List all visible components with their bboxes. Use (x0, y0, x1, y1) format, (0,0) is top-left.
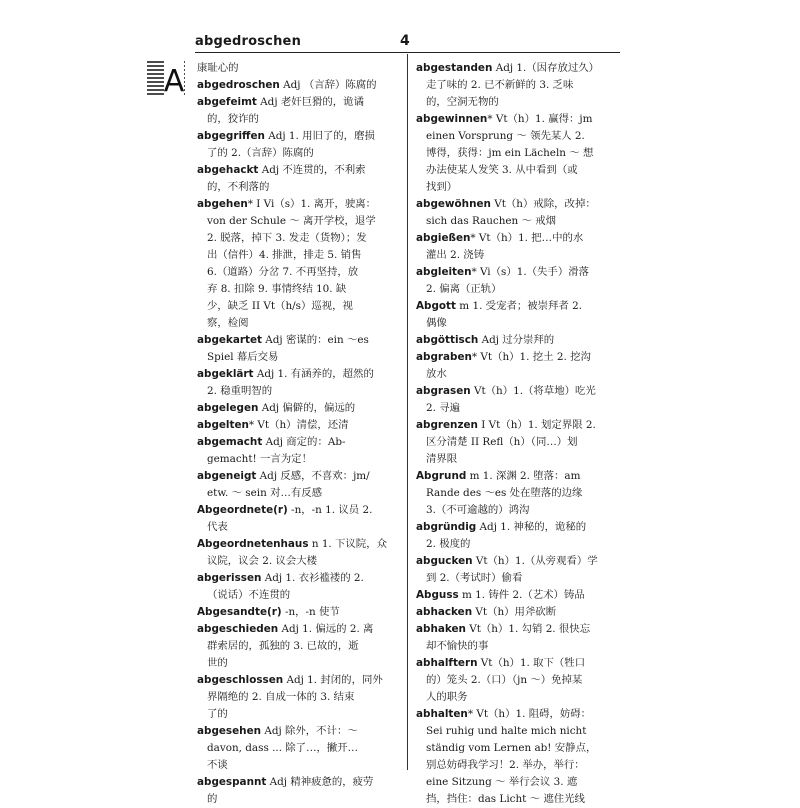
entry-line (416, 757, 621, 774)
entry-text: * Vt（h）清偿，还清 (248, 419, 349, 431)
left-column (197, 60, 402, 808)
entry-line (416, 230, 621, 247)
entry-text: Rande des ～es 处在堕落的边缘 (426, 487, 583, 499)
entry-text: Adj 1. 神秘的，诡秘的 (476, 521, 587, 533)
entry-line (197, 468, 402, 485)
entry-line (197, 774, 402, 791)
entry-text: Vt（h）1. 勾销 2. 很快忘 (465, 623, 591, 635)
entry-line (416, 604, 621, 621)
entry-headword: abgeschlossen (197, 674, 284, 686)
entry-line (416, 247, 621, 264)
entry-text: -n，-n 使节 (281, 606, 340, 618)
entry-line (416, 298, 621, 315)
entry-text: 人的职务 (426, 691, 468, 703)
entry-line (416, 383, 621, 400)
entry-text: Adj 过分崇拜的 (478, 334, 555, 346)
entry-text: * Vi（s）1.（失手）滑落 (471, 266, 589, 278)
entry-headword: Abgeordnete(r) (197, 504, 288, 516)
entry-headword: abgleiten (416, 266, 472, 278)
entry-text: 6.（道路）分岔 7. 不再坚持，放 (207, 266, 359, 278)
entry-line (197, 332, 402, 349)
entry-line (416, 740, 621, 757)
entry-headword: abgeklärt (197, 368, 254, 380)
entry-line (197, 60, 402, 77)
entry-text: n 1. 下议院，众 (308, 538, 387, 550)
entry-text: -n，-n 1. 议员 2. (287, 504, 373, 516)
entry-text: von der Schule ～ 离开学校，退学 (207, 215, 376, 227)
entry-text: 了的 2.（言辞）陈腐的 (207, 147, 314, 159)
entry-line (416, 434, 621, 451)
entry-text: 议院，议会 2. 议会大楼 (207, 555, 318, 567)
entry-line (197, 417, 402, 434)
entry-text: Adj 除外，不计：～ (261, 725, 358, 737)
entry-line (197, 638, 402, 655)
dictionary-entry (197, 162, 402, 196)
dictionary-entry (416, 264, 621, 298)
entry-line (197, 502, 402, 519)
entry-line (197, 145, 402, 162)
entry-line (197, 94, 402, 111)
dictionary-entry (416, 230, 621, 264)
entry-text: 世的 (207, 657, 228, 669)
entry-text: davon, dass ... 除了…，撇开… (207, 742, 359, 754)
entry-headword: Abgrund (416, 470, 467, 482)
entry-text: 少，缺乏 II Vt（h/s）巡视，视 (207, 300, 353, 312)
thumb-letter: A (163, 64, 185, 98)
dictionary-entry (197, 604, 402, 621)
entry-headword: abgespannt (197, 776, 267, 788)
entry-line (197, 400, 402, 417)
entry-text: 的，不利落的 (207, 181, 270, 193)
dictionary-entry (197, 332, 402, 366)
entry-headword: abgewinnen (416, 113, 488, 125)
dictionary-entry (416, 349, 621, 383)
entry-text: 3.（不可逾越的）鸿沟 (426, 504, 530, 516)
entry-line (197, 383, 402, 400)
entry-line (197, 162, 402, 179)
entry-headword: abgucken (416, 555, 473, 567)
entry-text: Vt（h）1.（从旁观看）学 (472, 555, 598, 567)
entry-line (416, 213, 621, 230)
entry-text: ständig vom Lernen ab! 安静点， (426, 742, 597, 754)
entry-line (416, 417, 621, 434)
entry-text: 到 2.（考试时）偷看 (426, 572, 523, 584)
entry-text: I Vt（h）1. 划定界限 2. (477, 419, 596, 431)
dictionary-entry (416, 417, 621, 468)
entry-headword: abhalftern (416, 657, 478, 669)
entry-line (197, 298, 402, 315)
entry-text: 康耻心的 (197, 62, 239, 74)
running-head-word: abgedroschen (195, 34, 302, 49)
entry-headword: abgegriffen (197, 130, 265, 142)
entry-text: * Vt（h）1. 阻碍，妨碍： (467, 708, 592, 720)
dictionary-entry (197, 366, 402, 400)
entry-line (416, 468, 621, 485)
dictionary-entry (416, 553, 621, 587)
entry-headword: abgeneigt (197, 470, 257, 482)
entry-text: Adj 商定的：Ab- (262, 436, 346, 448)
entry-headword: abgefeimt (197, 96, 257, 108)
dictionary-entry (197, 570, 402, 604)
entry-text: 清界限 (426, 453, 458, 465)
entry-text: 灌出 2. 浇铸 (426, 249, 485, 261)
entry-line (416, 536, 621, 553)
dictionary-entry (197, 77, 402, 94)
entry-text: m 1. 铸件 2.（艺术）铸品 (458, 589, 585, 601)
entry-text: Adj 1. 封闭的，同外 (283, 674, 383, 686)
entry-text: Adj 不连贯的，不利索 (258, 164, 366, 176)
entry-text: * Vt（h）1. 赢得：jm (487, 113, 593, 125)
entry-text: 的，狡诈的 (207, 113, 259, 125)
entry-line (197, 519, 402, 536)
entry-text: sich das Rauchen ～ 戒烟 (426, 215, 557, 227)
entry-headword: abgehackt (197, 164, 259, 176)
entry-headword: abgrasen (416, 385, 471, 397)
dictionary-entry (416, 706, 621, 808)
entry-line (197, 621, 402, 638)
header-rule (195, 52, 620, 53)
dictionary-entry (197, 417, 402, 434)
entry-headword: abgewöhnen (416, 198, 491, 210)
entry-text: Vt（h）1. 取下（牲口 (477, 657, 586, 669)
entry-line (416, 196, 621, 213)
entry-headword: abgießen (416, 232, 471, 244)
entry-text: Adj （言辞）陈腐的 (279, 79, 377, 91)
entry-headword: abgedroschen (197, 79, 280, 91)
entry-line (197, 723, 402, 740)
entry-line (197, 196, 402, 213)
entry-line (416, 689, 621, 706)
entry-text: Adj 1.（因存放过久） (492, 62, 600, 74)
entry-text: 却不愉快的事 (426, 640, 489, 652)
entry-line (197, 281, 402, 298)
entry-line (416, 655, 621, 672)
entry-line (416, 451, 621, 468)
entry-text: 的 (207, 793, 218, 805)
entry-line (197, 672, 402, 689)
dictionary-entry (197, 468, 402, 502)
entry-line (197, 213, 402, 230)
entry-line (197, 740, 402, 757)
entry-text: 别总妨碍我学习！2. 举办，举行： (426, 759, 585, 771)
entry-text: 偶像 (426, 317, 447, 329)
entry-line (197, 349, 402, 366)
entry-line (416, 111, 621, 128)
entry-text: 找到） (426, 181, 458, 193)
entry-text: 走了味的 2. 已不新鲜的 3. 乏味 (426, 79, 574, 91)
entry-text: 2. 稳重明智的 (207, 385, 273, 397)
entry-line (416, 621, 621, 638)
entry-line (416, 349, 621, 366)
entry-text: * Vt（h）1. 挖土 2. 挖沟 (471, 351, 591, 363)
entry-text: 挡，挡住：das Licht ～ 遮住光线 (426, 793, 585, 805)
dictionary-entry (197, 94, 402, 128)
entry-headword: Abguss (416, 589, 459, 601)
entry-text: 了的 (207, 708, 228, 720)
entry-headword: Abgeordnetenhaus (197, 538, 309, 550)
dictionary-entry (197, 723, 402, 774)
entry-text: Vt（h）戒除，改掉： (490, 198, 596, 210)
entry-line (197, 128, 402, 145)
entry-headword: abgeschieden (197, 623, 279, 635)
entry-line (197, 655, 402, 672)
entry-line (197, 247, 402, 264)
entry-line (416, 570, 621, 587)
entry-line (197, 77, 402, 94)
entry-line (416, 638, 621, 655)
entry-text: m 1. 受宠者；被崇拜者 2. (456, 300, 583, 312)
dictionary-entry (197, 536, 402, 570)
entry-line (197, 706, 402, 723)
entry-line (197, 434, 402, 451)
dictionary-entry (197, 621, 402, 672)
entry-line (416, 60, 621, 77)
dictionary-entry (197, 400, 402, 417)
entry-text: 放水 (426, 368, 447, 380)
entry-headword: Abgesandte(r) (197, 606, 282, 618)
entry-line (416, 162, 621, 179)
entry-text: * Vt（h）1. 把…中的水 (470, 232, 584, 244)
entry-text: Adj 1. 有涵养的，超然的 (253, 368, 374, 380)
entry-text: 2. 偏离（正轨） (426, 283, 502, 295)
entry-line (416, 315, 621, 332)
entry-text: 博得，获得：jm ein Lächeln ～ 想 (426, 147, 594, 159)
entry-line (416, 519, 621, 536)
column-divider (407, 54, 408, 770)
entry-headword: abgöttisch (416, 334, 479, 346)
right-column (416, 60, 621, 808)
entry-headword: abgelten (197, 419, 249, 431)
dictionary-entry (416, 621, 621, 655)
entry-headword: Abgott (416, 300, 456, 312)
entry-text: 察，检阅 (207, 317, 249, 329)
entry-headword: abgemacht (197, 436, 263, 448)
entry-line (416, 723, 621, 740)
entry-headword: abgrenzen (416, 419, 478, 431)
entry-line (197, 315, 402, 332)
entry-text: Adj 精神疲惫的，疲劳 (266, 776, 374, 788)
entry-text: 不谈 (207, 759, 228, 771)
dictionary-entry (197, 60, 402, 77)
entry-headword: abgekartet (197, 334, 262, 346)
entry-line (197, 366, 402, 383)
dictionary-entry (416, 60, 621, 111)
entry-text: 的）笼头 2.（口）（jn ～）免掉某 (426, 674, 583, 686)
entry-text: Sei ruhig und halte mich nicht (426, 725, 587, 737)
page-number: 4 (400, 33, 410, 49)
entry-line (197, 264, 402, 281)
dictionary-entry (197, 434, 402, 468)
dictionary-entry (197, 196, 402, 332)
entry-text: 出（信件）4. 排泄，排走 5. 销售 (207, 249, 362, 261)
entry-line (416, 264, 621, 281)
entry-line (197, 553, 402, 570)
dictionary-entry (416, 383, 621, 417)
entry-line (197, 570, 402, 587)
entry-line (197, 451, 402, 468)
dictionary-entry (416, 655, 621, 706)
entry-text: Adj 1. 用旧了的，磨损 (264, 130, 375, 142)
entry-text: etw. ～ sein 对…有反感 (207, 487, 323, 499)
entry-line (197, 604, 402, 621)
entry-line (197, 230, 402, 247)
entry-line (416, 366, 621, 383)
dictionary-entry (197, 502, 402, 536)
entry-line (416, 128, 621, 145)
entry-text: 2. 极度的 (426, 538, 471, 550)
dictionary-entry (416, 298, 621, 332)
entry-line (197, 689, 402, 706)
entry-text: 的，空洞无物的 (426, 96, 499, 108)
entry-text: 区分清楚 II Refl（h）（同…）划 (426, 436, 578, 448)
entry-text: Vt（h）1.（将草地）吃光 (470, 385, 596, 397)
dictionary-entry (416, 587, 621, 604)
entry-line (416, 145, 621, 162)
entry-text: （说话）不连贯的 (207, 589, 291, 601)
dictionary-entry (197, 774, 402, 808)
entry-line (416, 485, 621, 502)
entry-line (416, 281, 621, 298)
entry-line (197, 757, 402, 774)
dictionary-entry (416, 111, 621, 196)
entry-text: * I Vi（s）1. 离开，驶离： (247, 198, 377, 210)
entry-line (416, 672, 621, 689)
entry-headword: abgestanden (416, 62, 493, 74)
entry-line (416, 774, 621, 791)
entry-text: einen Vorsprung ～ 领先某人 2. (426, 130, 585, 142)
entry-line (197, 485, 402, 502)
entry-text: Adj 反感，不喜欢：jm/ (256, 470, 370, 482)
entry-text: m 1. 深渊 2. 堕落：am (466, 470, 581, 482)
entry-headword: abgründig (416, 521, 477, 533)
entry-text: 群索居的，孤独的 3. 已故的，逝 (207, 640, 359, 652)
dictionary-entry (416, 196, 621, 230)
dictionary-entry (416, 332, 621, 349)
entry-headword: abgelegen (197, 402, 259, 414)
entry-line (416, 179, 621, 196)
entry-line (416, 553, 621, 570)
entry-text: Adj 老奸巨猾的，诡谲 (256, 96, 364, 108)
dictionary-entry (416, 519, 621, 553)
entry-text: gemacht! 一言为定！ (207, 453, 312, 465)
entry-headword: abhacken (416, 606, 473, 618)
dictionary-entry (416, 468, 621, 519)
entry-headword: abgesehen (197, 725, 262, 737)
entry-line (416, 502, 621, 519)
entry-text: eine Sitzung ～ 举行会议 3. 遮 (426, 776, 578, 788)
entry-text: Adj 密谋的：ein ～es (261, 334, 369, 346)
entry-text: 弃 8. 扣除 9. 事情终结 10. 缺 (207, 283, 347, 295)
dictionary-entry (416, 604, 621, 621)
entry-line (416, 706, 621, 723)
dictionary-entry (197, 672, 402, 723)
entry-text: 代表 (207, 521, 228, 533)
entry-text: Spiel 幕后交易 (207, 351, 279, 363)
entry-headword: abhaken (416, 623, 466, 635)
entry-line (416, 587, 621, 604)
entry-headword: abgehen (197, 198, 248, 210)
entry-line (197, 587, 402, 604)
entry-text: 2. 脱落，掉下 3. 发走（货物）；发 (207, 232, 367, 244)
dictionary-entry (197, 128, 402, 162)
entry-text: Adj 1. 衣衫褴褛的 2. (261, 572, 364, 584)
entry-line (416, 400, 621, 417)
entry-line (416, 332, 621, 349)
entry-text: Adj 1. 偏远的 2. 离 (278, 623, 374, 635)
entry-text: 界隔绝的 2. 自成一体的 3. 结束 (207, 691, 355, 703)
entry-text: Adj 偏僻的，偏远的 (258, 402, 356, 414)
entry-line (416, 94, 621, 111)
entry-headword: abgraben (416, 351, 472, 363)
entry-text: 办法使某人发笑 3. 从中看到（或 (426, 164, 578, 176)
entry-headword: abhalten (416, 708, 468, 720)
entry-line (197, 536, 402, 553)
entry-line (416, 77, 621, 94)
page-header (195, 32, 620, 54)
entry-headword: abgerissen (197, 572, 262, 584)
entry-text: 2. 寻遍 (426, 402, 460, 414)
thumb-index-tab (147, 60, 185, 98)
entry-line (197, 179, 402, 196)
entry-line (197, 111, 402, 128)
entry-text: Vt（h）用斧砍断 (472, 606, 557, 618)
